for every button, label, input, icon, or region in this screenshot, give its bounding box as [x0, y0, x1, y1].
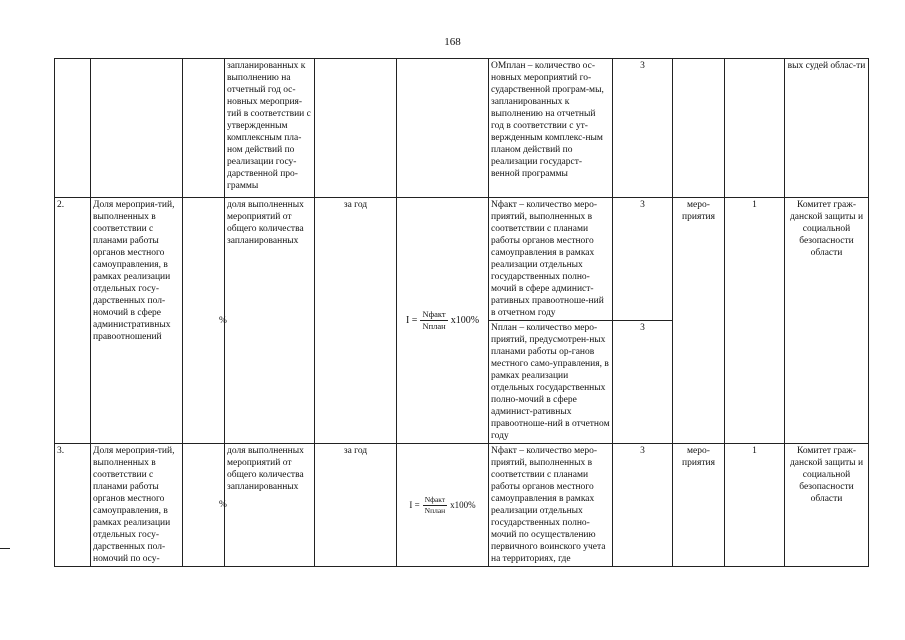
cell-freq: 1	[725, 444, 785, 567]
indicators-table	[54, 58, 869, 567]
formula-denominator: Nплан	[422, 321, 446, 331]
cell-measure	[673, 59, 725, 198]
cell-formula	[397, 59, 489, 198]
formula-lhs: I =	[405, 314, 418, 326]
cell-unit: %	[183, 444, 225, 567]
cell-formula	[397, 198, 489, 444]
cell-num	[55, 59, 91, 198]
cell-freq	[725, 59, 785, 198]
cell-code: 3	[613, 444, 673, 567]
formula	[406, 309, 479, 332]
margin-mark	[0, 548, 10, 549]
formula-numerator: Nфакт	[424, 494, 446, 504]
cell-variable: Nфакт – количество меро-приятий, выполненных в соответствии с планами работы органов местного самоуправления в рамках реализации отдельных государственных полно-мочий по осуществлению первичного воинского учета на территориях, где	[489, 444, 613, 567]
formula	[409, 495, 475, 516]
cell-period: за год	[315, 198, 397, 444]
cell-unit: %	[183, 198, 225, 444]
cell-period	[315, 59, 397, 198]
formula-multiplier: x100%	[450, 500, 476, 510]
cell-code: 3	[613, 59, 673, 198]
cell-name	[91, 59, 183, 198]
cell-variable: Nфакт – количество меро-приятий, выполненных в соответствии с планами работы органов местного самоуправления в рамках реализации отдельных государственных полно-мочий в сфере админист-ративных правоотноше-ний в отчетном году	[489, 198, 613, 321]
formula-denominator: Nплан	[424, 505, 446, 515]
cell-name: Доля мероприя-тий, выполненных в соответствии с планами работы органов местного самоуправления, в рамках реализации отдельных госу-дарственных пол-номочий в сфере административных правоотношений	[91, 198, 183, 444]
cell-period: за год	[315, 444, 397, 567]
cell-responsible: вых судей облас-ти	[785, 59, 869, 198]
cell-num: 3.	[55, 444, 91, 567]
table-row	[55, 59, 869, 198]
formula-lhs: I =	[409, 500, 420, 510]
cell-variable: Nплан – количество меро-приятий, предусмотрен-ных планами работы ор-ганов местного само-управления, в рамках реализации отдельных государственных полно-мочий в сфере админист-ративных правоотноше-ний в отчетном году	[489, 321, 613, 444]
cell-freq: 1	[725, 198, 785, 444]
cell-definition: доля выполненных мероприятий от общего количества запланированных	[225, 198, 315, 444]
formula-fraction	[423, 495, 448, 516]
cell-measure: меро-приятия	[673, 444, 725, 567]
formula-numerator: Nфакт	[422, 309, 446, 319]
table-row	[55, 198, 869, 321]
cell-unit	[183, 59, 225, 198]
cell-formula	[397, 444, 489, 567]
cell-variable: OMплан – количество ос-новных мероприятий го-сударственной програм-мы, запланированных к выполнению на отчетный год в соответствии с ут-вержденным комплекс-ным планом действий по реализации государст-венной программы	[489, 59, 613, 198]
cell-definition: доля выполненных мероприятий от общего количества запланированных	[225, 444, 315, 567]
cell-measure: меро-приятия	[673, 198, 725, 444]
cell-code: 3	[613, 321, 673, 444]
cell-definition: запланированных к выполнению на отчетный год ос-новных мероприя-тий в соответствии с утвержденным комплексным пла-ном действий по реализации госу-дарственной про-граммы	[225, 59, 315, 198]
cell-responsible: Комитет граж-данской защиты и социальной безопасности области	[785, 444, 869, 567]
table-row	[55, 444, 869, 567]
cell-responsible: Комитет граж-данской защиты и социальной безопасности области	[785, 198, 869, 444]
page-number: 168	[444, 36, 461, 48]
cell-num: 2.	[55, 198, 91, 444]
formula-fraction	[420, 309, 447, 332]
cell-code: 3	[613, 198, 673, 321]
formula-multiplier: x100%	[450, 314, 480, 326]
cell-name: Доля мероприя-тий, выполненных в соответствии с планами работы органов местного самоуправления, в рамках реализации отдельных госу-дарственных пол-номочий по осу-	[91, 444, 183, 567]
